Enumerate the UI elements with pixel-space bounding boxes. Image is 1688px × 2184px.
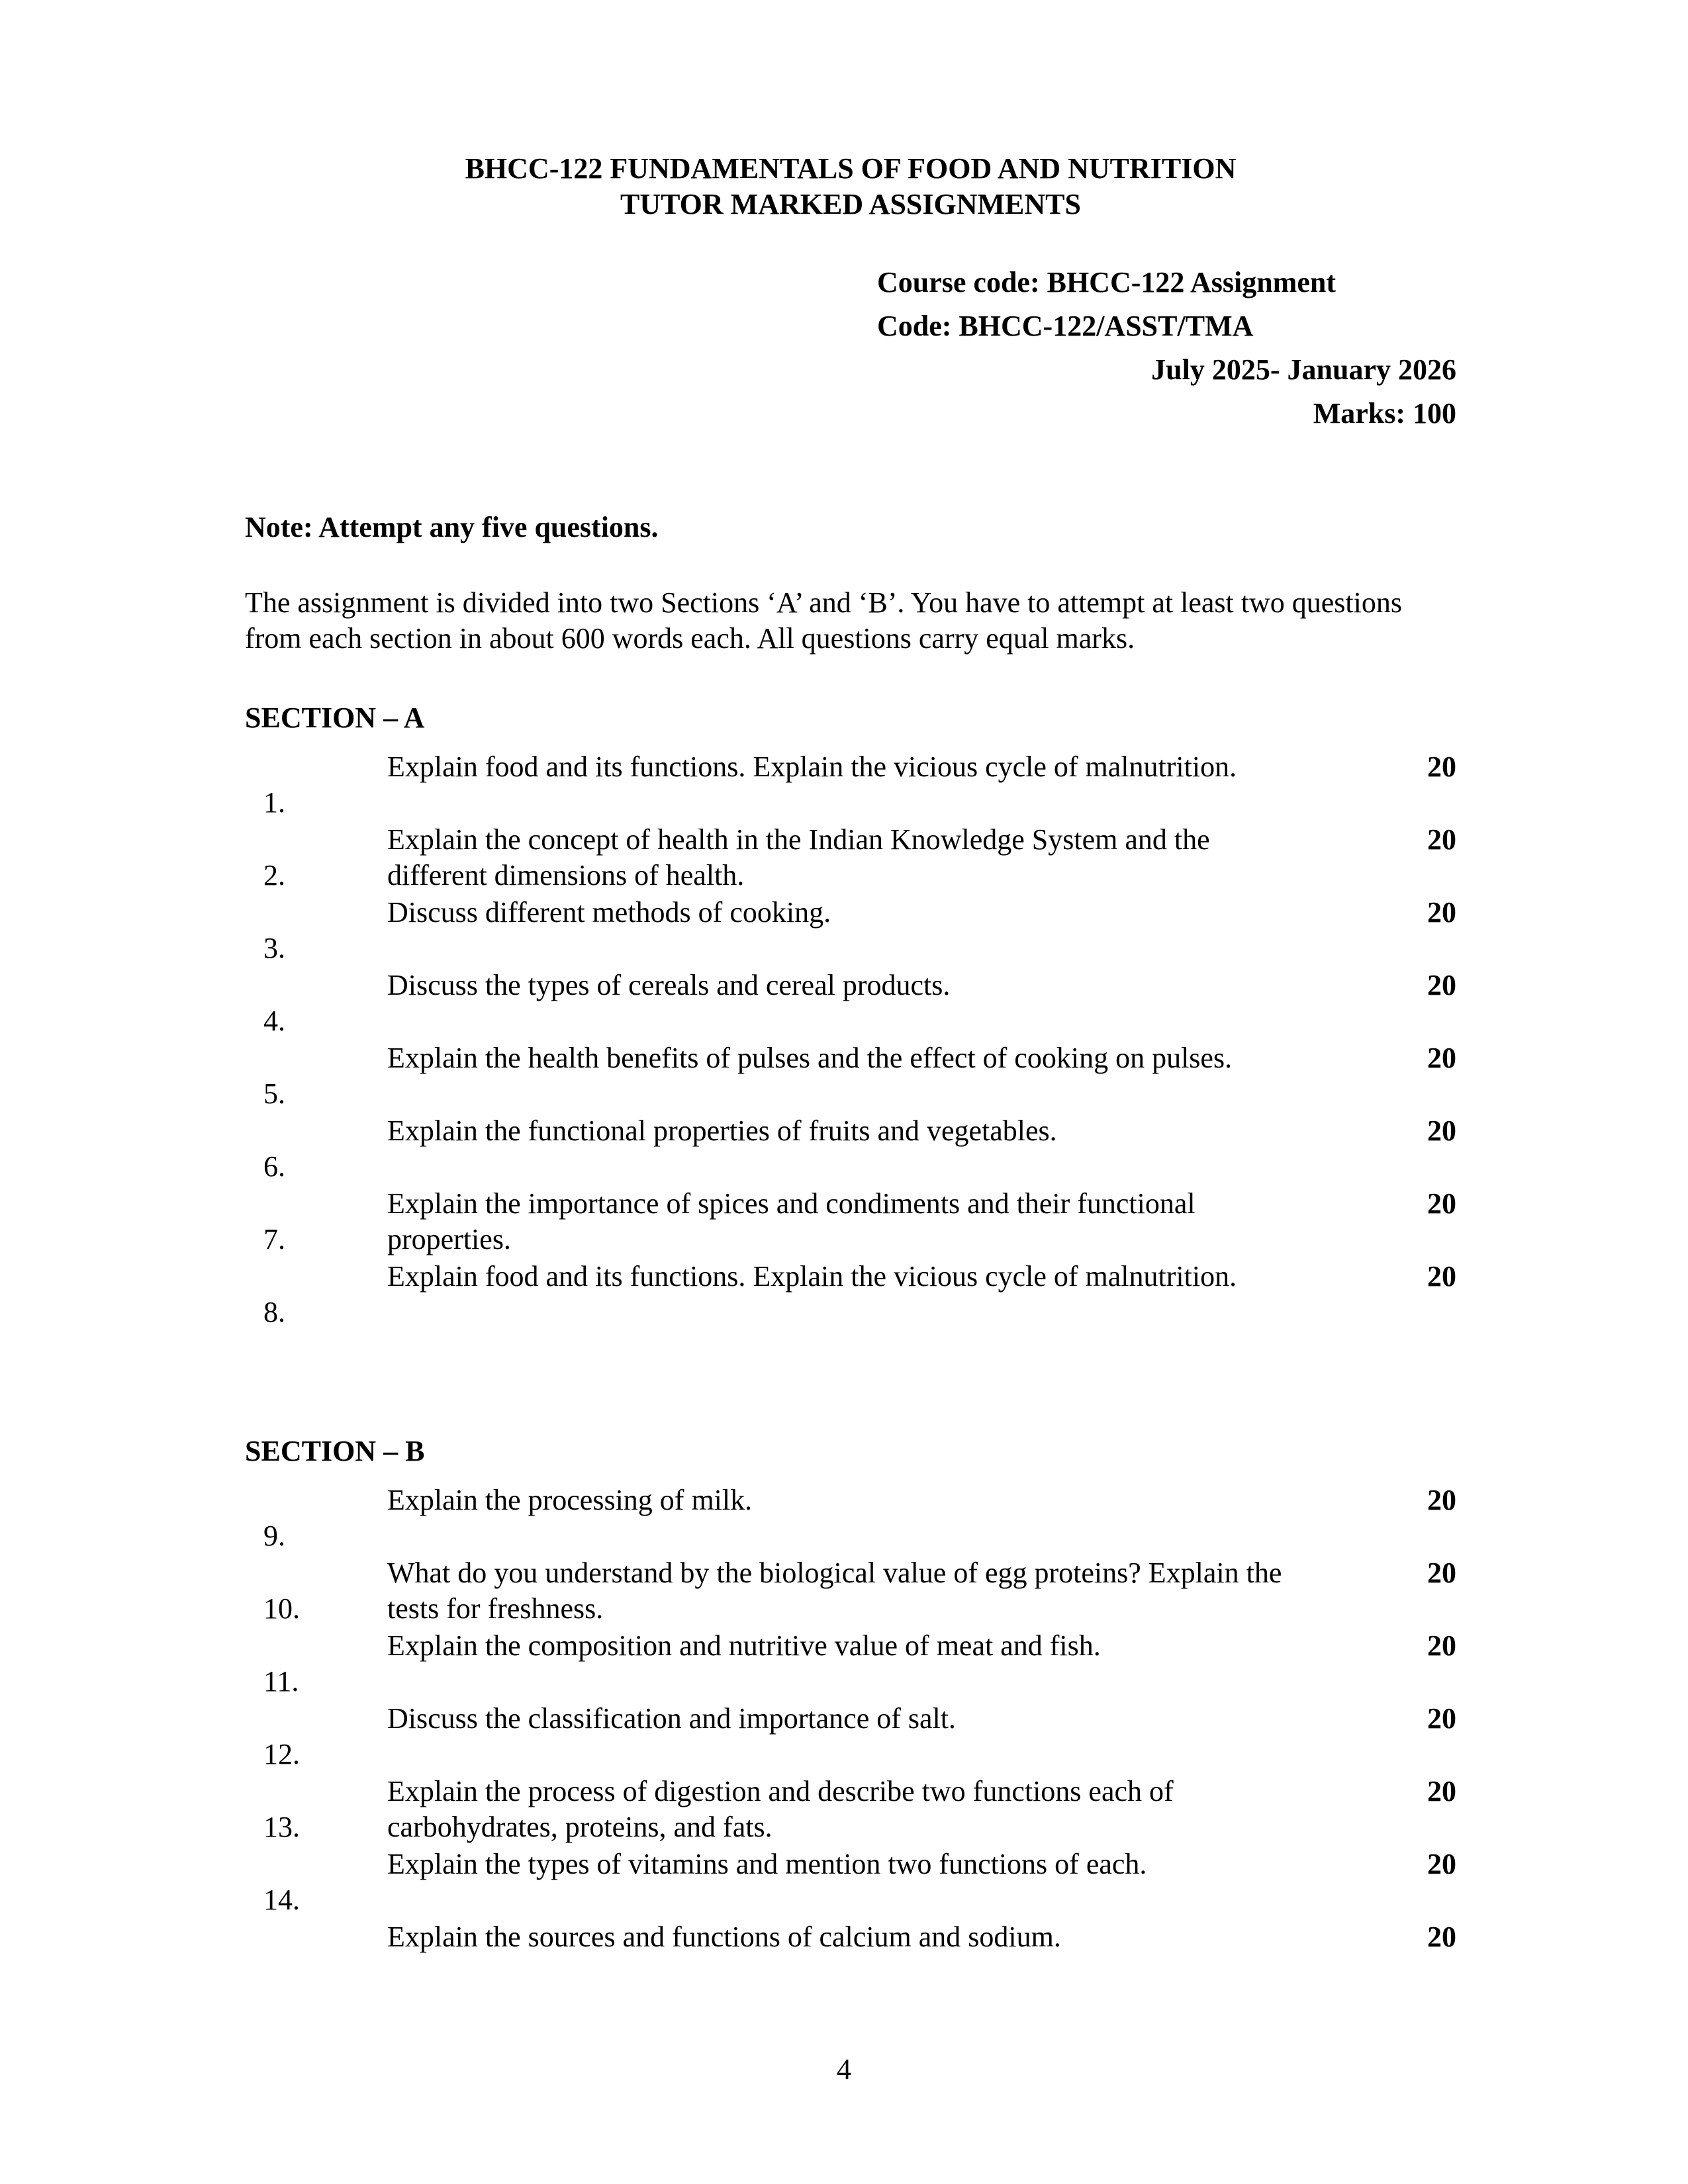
question-text: Explain the health benefits of pulses and the effect of cooking on pulses. xyxy=(387,1042,1233,1074)
assignment-code-line: Code: BHCC-122/ASST/TMA xyxy=(877,310,1254,342)
question-text: Explain the composition and nutritive value of meat and fish. xyxy=(387,1629,1101,1662)
question-row xyxy=(245,1701,1456,1772)
question-row xyxy=(245,1186,1456,1257)
question-marks: 20 xyxy=(1427,896,1456,929)
question-number: 8. xyxy=(263,1296,285,1328)
question-text: Discuss the types of cereals and cereal products. xyxy=(387,969,951,1001)
question-number: 7. xyxy=(263,1223,285,1255)
title-line-1: BHCC-122 FUNDAMENTALS OF FOOD AND NUTRITION xyxy=(465,152,1237,185)
question-text: Explain food and its functions. Explain the vicious cycle of malnutrition. xyxy=(387,751,1237,783)
section-b-heading: SECTION – B xyxy=(245,1435,425,1467)
question-number: 13. xyxy=(263,1811,300,1843)
question-row xyxy=(245,749,1456,821)
question-number: 10. xyxy=(263,1592,300,1625)
course-code-line: Course code: BHCC-122 Assignment xyxy=(877,266,1336,298)
question-marks: 20 xyxy=(1427,1187,1456,1220)
section-b-question-list xyxy=(245,1482,1456,1991)
question-row xyxy=(245,895,1456,966)
question-marks: 20 xyxy=(1427,1848,1456,1880)
question-marks: 20 xyxy=(1427,969,1456,1001)
question-row xyxy=(245,968,1456,1039)
question-text: Explain the processing of milk. xyxy=(387,1484,753,1516)
question-marks: 20 xyxy=(1427,1115,1456,1147)
question-marks: 20 xyxy=(1427,1042,1456,1074)
question-text: Explain the concept of health in the Indian Knowledge System and the different dimensions of health. xyxy=(387,823,1210,891)
document-title xyxy=(245,151,1456,222)
question-number: 6. xyxy=(263,1150,285,1183)
question-marks: 20 xyxy=(1427,1484,1456,1516)
question-marks: 20 xyxy=(1427,1775,1456,1807)
total-marks-line: Marks: 100 xyxy=(1313,397,1456,430)
question-row xyxy=(245,1259,1456,1330)
question-marks: 20 xyxy=(1427,1629,1456,1662)
question-text: Discuss the classification and importance of salt. xyxy=(387,1702,956,1735)
question-number: 1. xyxy=(263,786,285,819)
page-number: 4 xyxy=(837,2053,851,2085)
question-text: Explain the importance of spices and condiments and their functional properties. xyxy=(387,1187,1196,1255)
question-marks: 20 xyxy=(1427,1921,1456,1953)
question-text: What do you understand by the biological value of egg proteins? Explain the tests for freshness. xyxy=(387,1557,1282,1625)
course-info-block xyxy=(877,261,1456,435)
question-row xyxy=(245,1482,1456,1554)
question-text: Explain the process of digestion and describe two functions each of carbohydrates, proteins, and fats. xyxy=(387,1775,1174,1843)
question-text: Explain the functional properties of fruits and vegetables. xyxy=(387,1115,1057,1147)
question-row xyxy=(245,1113,1456,1185)
note-line: Note: Attempt any five questions. xyxy=(245,511,659,543)
section-a-question-list xyxy=(245,749,1456,1330)
question-row xyxy=(245,1040,1456,1112)
title-line-2: TUTOR MARKED ASSIGNMENTS xyxy=(620,188,1081,220)
question-marks: 20 xyxy=(1427,1260,1456,1293)
question-text: Explain the types of vitamins and mention two functions of each. xyxy=(387,1848,1147,1880)
question-marks: 20 xyxy=(1427,1702,1456,1735)
question-number: 9. xyxy=(263,1520,285,1552)
question-number: 14. xyxy=(263,1884,300,1916)
question-text: Discuss different methods of cooking. xyxy=(387,896,831,929)
question-number: 12. xyxy=(263,1738,300,1770)
session-line: July 2025- January 2026 xyxy=(1151,353,1456,386)
question-number: 11. xyxy=(263,1665,299,1698)
question-number: 3. xyxy=(263,932,285,964)
intro-paragraph: The assignment is divided into two Sections ‘A’ and ‘B’. You have to attempt at least two questions from each section in about 600 words each. All questions carry equal marks. xyxy=(245,586,1402,655)
question-marks: 20 xyxy=(1427,751,1456,783)
question-marks: 20 xyxy=(1427,823,1456,856)
question-text: Explain food and its functions. Explain the vicious cycle of malnutrition. xyxy=(387,1260,1237,1293)
question-number: 5. xyxy=(263,1077,285,1110)
question-number: 4. xyxy=(263,1005,285,1037)
question-text: Explain the sources and functions of calcium and sodium. xyxy=(387,1921,1061,1953)
question-row xyxy=(245,822,1456,893)
question-row xyxy=(245,1919,1456,1991)
question-row xyxy=(245,1846,1456,1918)
question-number: 2. xyxy=(263,859,285,891)
question-row xyxy=(245,1774,1456,1845)
question-row xyxy=(245,1555,1456,1627)
section-a-heading: SECTION – A xyxy=(245,702,425,734)
question-row xyxy=(245,1628,1456,1700)
question-marks: 20 xyxy=(1427,1557,1456,1589)
question-number xyxy=(245,1919,387,1955)
